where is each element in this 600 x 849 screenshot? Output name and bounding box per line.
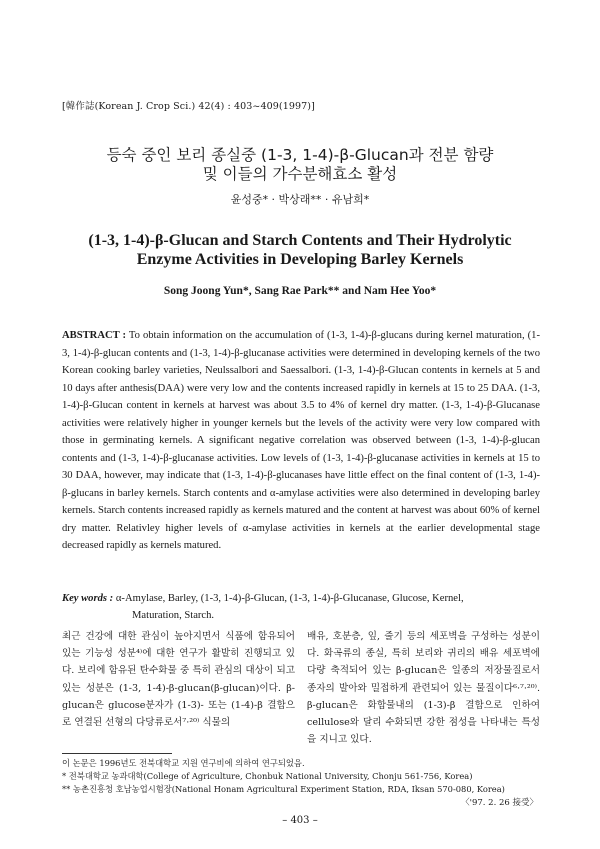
footnote-funding: 이 논문은 1996년도 전북대학교 지원 연구비에 의하여 연구되었음. — [62, 758, 305, 768]
abstract — [62, 327, 540, 555]
english-title-line-1: (1-3, 1-4)-β-Glucan and Starch Contents and Their Hydrolytic — [88, 232, 512, 249]
keywords-label: Key words : — [62, 593, 114, 604]
english-title-line-2: Enzyme Activities in Developing Barley Kernels — [136, 251, 464, 268]
abstract-text: To obtain information on the accumulation of (1-3, 1-4)-β-glucans during kernel maturation, (1-3, 1-4)-β-glucan contents and (1-3, 1-4)-β-glucanase activities were determined in developing kernels of the two Korean cooking barley varieties, Neulssalbori and Saessalbori. (1-3, 1-4)-β-Glucan contents in kernels at 5 and 10 days after anthesis(DAA) were very low and the contents increased rapidly in kernels at 15 to 25 DAA. (1-3, 1-4)-β-Glucan content in kernels at harvest was about 3.5 to 4% of kernel dry matter. (1-3, 1-4)-β-Glucanase activities were relatively higher in younger kernels but the levels of the activity were very low compared with those in germinating kernels. A significant negative correlation was observed between (1-3, 1-4)-β-glucan contents and (1-3, 1-4)-β-glucanase activities. Low levels of (1-3, 1-4)-β-glucanase activities in kernels at 15 to 30 DAA, however, may indicate that (1-3, 1-4)-β-glucanases have little effect on the final content of (1-3, 1-4)-β-glucans in barley kernels. Starch contents and α-amylase activities were also determined in developing barley kernels. Starch contents increased rapidly as kernels matured and the content at harvest was about 60% of kernel dry matter. Relativley higher levels of α-amylase activities in kernels at the earlier developmental stage decreased rapidly as kernels matured. — [62, 330, 540, 551]
journal-citation: [韓作誌(Korean J. Crop Sci.) 42(4) : 403~409(1997)] — [62, 101, 315, 112]
keywords — [62, 590, 540, 624]
page-number: – 403 – — [282, 815, 318, 826]
received-date: 〈'97. 2. 26 接受〉 — [461, 798, 538, 808]
body-column-right: 배유, 호분층, 잎, 줄기 등의 세포벽을 구성하는 성분이다. 화곡류의 종실, 특히 보리와 귀리의 배유 세포벽에 다량 축적되어 있는 β-glucan은 일종의 저장물질로서 종자의 발아와 밀접하게 관련되어 있는 물질이다⁶·⁷·²⁰⁾. β-glucan은 화합물내의 (1-3)-β 결합으로 인하여 cellulose와 달리 수화되면 강한 점성을 나타내는 특성을 지니고 있다. — [307, 631, 540, 746]
body-column-left: 최근 건강에 대한 관심이 높아지면서 식품에 함유되어 있는 기능성 성분⁴⁾에 대한 연구가 활발히 진행되고 있다. 보리에 함유된 탄수화물 중 특히 관심의 대상이 되고 있는 성분은 (1-3, 1-4)-β-glucan(β-glucan)이다. β-glucan은 glucose분자가 (1-3)- 또는 (1-4)-β 결합으로 연결된 선형의 다당류로서⁷·²⁰⁾ 식물의 — [62, 631, 295, 729]
keywords-line-1: α-Amylase, Barley, (1-3, 1-4)-β-Glucan, (1-3, 1-4)-β-Glucanase, Glucose, Kernel, — [115, 593, 464, 604]
footnote-divider — [62, 753, 172, 754]
footnote-affiliation-1: * 전북대학교 농과대학(College of Agriculture, Chonbuk National University, Chonju 561-756, Korea) — [62, 771, 473, 781]
korean-title-line-2: 및 이들의 가수분해효소 활성 — [202, 165, 398, 183]
footnote-affiliation-2: ** 농촌진흥청 호남농업시험장(National Honam Agricultural Experiment Station, RDA, Iksan 570-080, Korea) — [62, 784, 505, 794]
korean-authors: 윤성중* · 박상래** · 유남희* — [230, 193, 370, 206]
keywords-line-2: Maturation, Starch. — [132, 610, 215, 621]
english-authors: Song Joong Yun*, Sang Rae Park** and Nam Hee Yoo* — [163, 285, 437, 297]
korean-title-line-1: 등숙 중인 보리 종실중 (1-3, 1-4)-β-Glucan과 전분 함량 — [106, 146, 494, 164]
abstract-label: ABSTRACT : — [62, 330, 127, 341]
